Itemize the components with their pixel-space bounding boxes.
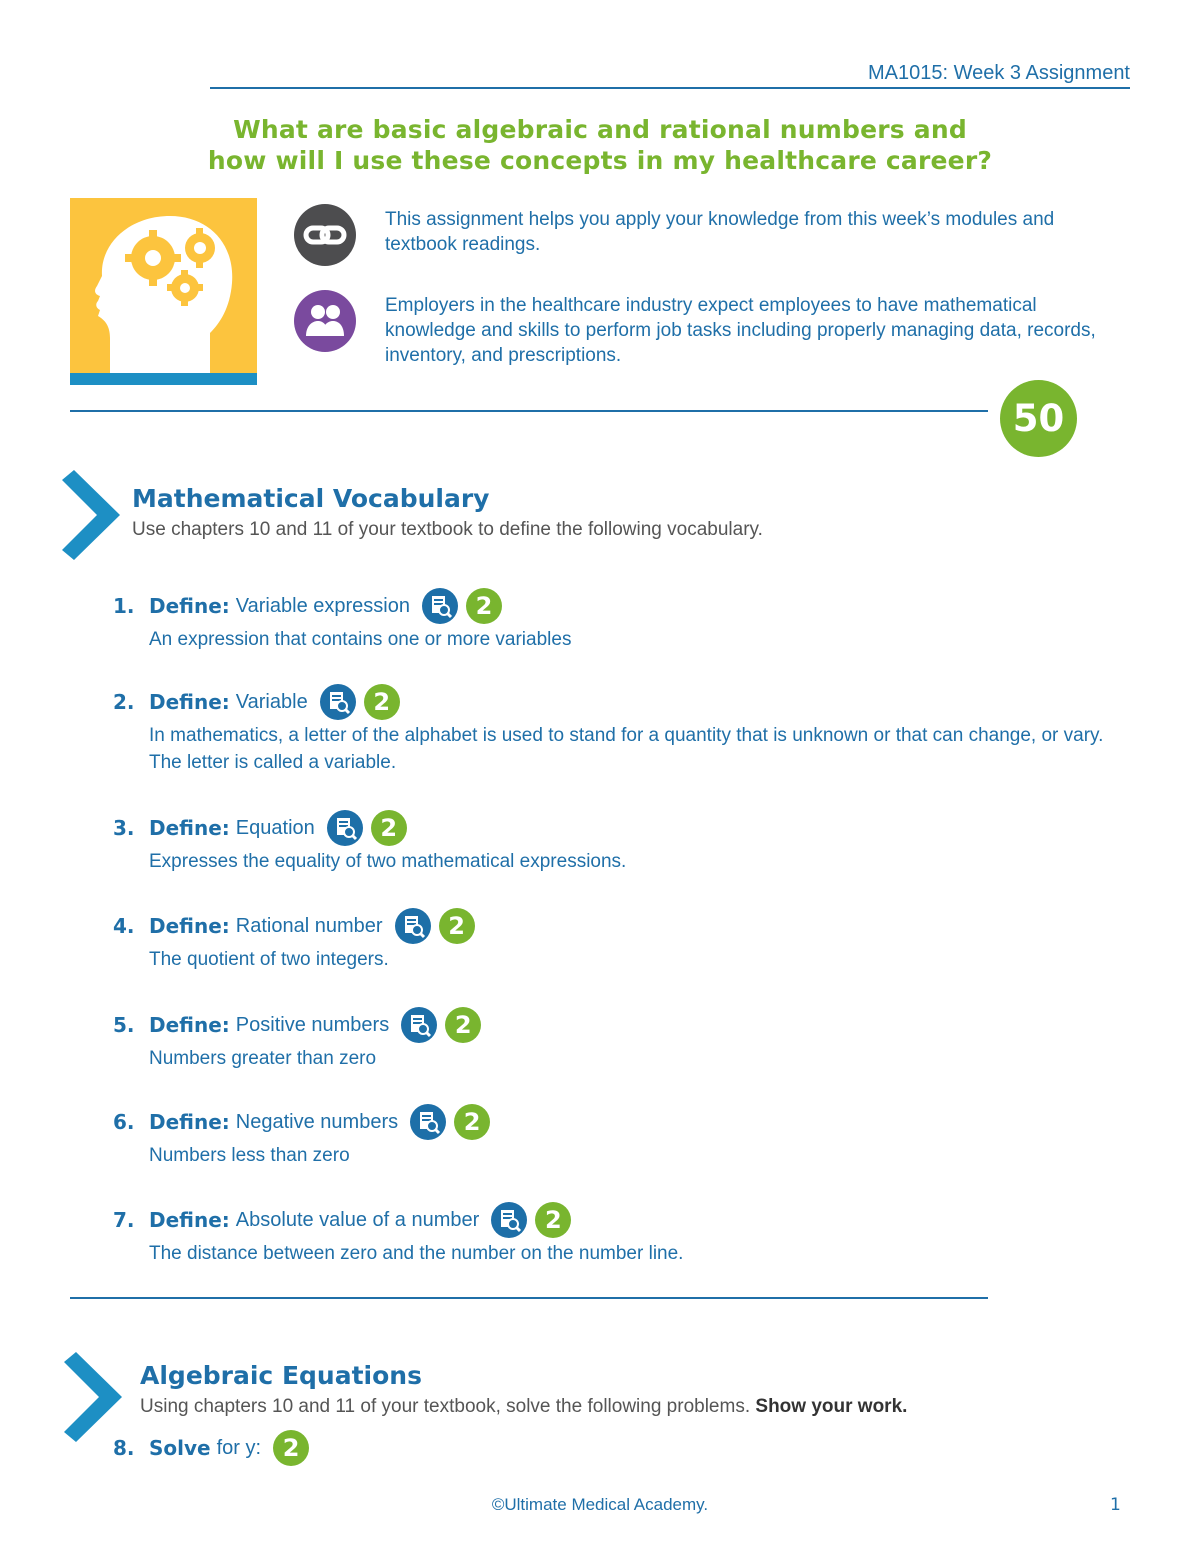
section-subtitle-vocabulary: Use chapters 10 and 11 of your textbook to define the following vocabulary. bbox=[132, 519, 763, 540]
question-term: Absolute value of a number bbox=[235, 1208, 480, 1231]
textbook-reference-icon bbox=[320, 684, 356, 720]
textbook-reference-icon bbox=[401, 1007, 437, 1043]
answer-3: Expresses the equality of two mathematical expressions. bbox=[149, 851, 627, 872]
question-6 bbox=[113, 1104, 490, 1140]
section-divider bbox=[70, 410, 988, 412]
answer-7: The distance between zero and the number on the number line. bbox=[149, 1243, 684, 1264]
question-2 bbox=[113, 684, 400, 720]
points-badge: 2 bbox=[439, 908, 475, 944]
question-term: Rational number bbox=[235, 914, 383, 937]
section-title-vocabulary: Mathematical Vocabulary bbox=[132, 484, 490, 513]
question-number: 4. bbox=[113, 914, 135, 938]
course-header: MA1015: Week 3 Assignment bbox=[868, 62, 1130, 84]
intro-paragraph-1: This assignment helps you apply your knowledge from this week’s modules and textbook readings. bbox=[385, 209, 1055, 255]
section-divider bbox=[70, 1297, 988, 1299]
textbook-reference-icon bbox=[422, 588, 458, 624]
textbook-reference-icon bbox=[491, 1202, 527, 1238]
question-7 bbox=[113, 1202, 571, 1238]
intro-paragraph-2: Employers in the healthcare industry expect employees to have mathematical knowledge and skills to perform job tasks including properly managing data, records, inventory, and prescriptions. bbox=[385, 295, 1096, 366]
question-label: Solve bbox=[149, 1436, 211, 1460]
question-number: 6. bbox=[113, 1110, 135, 1134]
question-term: Variable expression bbox=[235, 594, 410, 617]
points-badge: 2 bbox=[371, 810, 407, 846]
answer-4: The quotient of two integers. bbox=[149, 949, 389, 970]
answer-5: Numbers greater than zero bbox=[149, 1048, 377, 1069]
points-badge: 2 bbox=[273, 1430, 309, 1466]
answer-6: Numbers less than zero bbox=[149, 1145, 350, 1166]
section-title-equations: Algebraic Equations bbox=[140, 1361, 422, 1390]
page-number: 1 bbox=[1110, 1495, 1121, 1515]
question-number: 2. bbox=[113, 690, 135, 714]
subtitle-emphasis: Show your work. bbox=[755, 1396, 908, 1417]
answer-2: In mathematics, a letter of the alphabet is used to stand for a quantity that is unknown or that can change, or vary. The letter is called a variable. bbox=[149, 725, 1104, 773]
points-badge: 2 bbox=[454, 1104, 490, 1140]
head-gears-icon bbox=[70, 198, 257, 385]
header-divider bbox=[210, 87, 1130, 89]
question-3 bbox=[113, 810, 407, 846]
question-5 bbox=[113, 1007, 481, 1043]
question-number: 5. bbox=[113, 1013, 135, 1037]
question-8 bbox=[113, 1430, 309, 1466]
answer-1: An expression that contains one or more variables bbox=[149, 629, 572, 650]
question-term: Variable bbox=[235, 690, 308, 713]
question-4 bbox=[113, 908, 475, 944]
question-label: Define: bbox=[149, 1208, 230, 1232]
title-line-1: What are basic algebraic and rational numbers and bbox=[233, 115, 967, 144]
question-term: Equation bbox=[235, 816, 315, 839]
question-number: 1. bbox=[113, 594, 135, 618]
question-label: Define: bbox=[149, 594, 230, 618]
question-number: 3. bbox=[113, 816, 135, 840]
head-gears-illustration bbox=[70, 198, 257, 385]
points-badge: 2 bbox=[364, 684, 400, 720]
people-icon bbox=[294, 290, 356, 352]
question-label: Define: bbox=[149, 690, 230, 714]
textbook-reference-icon bbox=[327, 810, 363, 846]
question-1 bbox=[113, 588, 502, 624]
question-number: 7. bbox=[113, 1208, 135, 1232]
question-term: for y: bbox=[216, 1436, 262, 1459]
total-points-badge: 50 bbox=[1000, 380, 1077, 457]
chevron-right-icon bbox=[62, 1352, 124, 1442]
points-badge: 2 bbox=[466, 588, 502, 624]
title-line-2: how will I use these concepts in my healthcare career? bbox=[207, 146, 993, 175]
question-label: Define: bbox=[149, 1013, 230, 1037]
question-label: Define: bbox=[149, 1110, 230, 1134]
textbook-reference-icon bbox=[395, 908, 431, 944]
question-label: Define: bbox=[149, 914, 230, 938]
section-subtitle-equations bbox=[140, 1396, 907, 1418]
points-badge: 2 bbox=[535, 1202, 571, 1238]
question-term: Positive numbers bbox=[235, 1013, 390, 1036]
footer-copyright: ©Ultimate Medical Academy. bbox=[491, 1495, 709, 1514]
page-title bbox=[100, 114, 1100, 176]
question-term: Negative numbers bbox=[235, 1110, 399, 1133]
link-icon bbox=[294, 204, 356, 266]
chevron-right-icon bbox=[60, 470, 122, 560]
question-number: 8. bbox=[113, 1436, 135, 1460]
hero-accent-bar bbox=[70, 373, 257, 385]
textbook-reference-icon bbox=[410, 1104, 446, 1140]
points-badge: 2 bbox=[445, 1007, 481, 1043]
question-label: Define: bbox=[149, 816, 230, 840]
subtitle-text: Using chapters 10 and 11 of your textbook, solve the following problems. bbox=[140, 1396, 751, 1417]
